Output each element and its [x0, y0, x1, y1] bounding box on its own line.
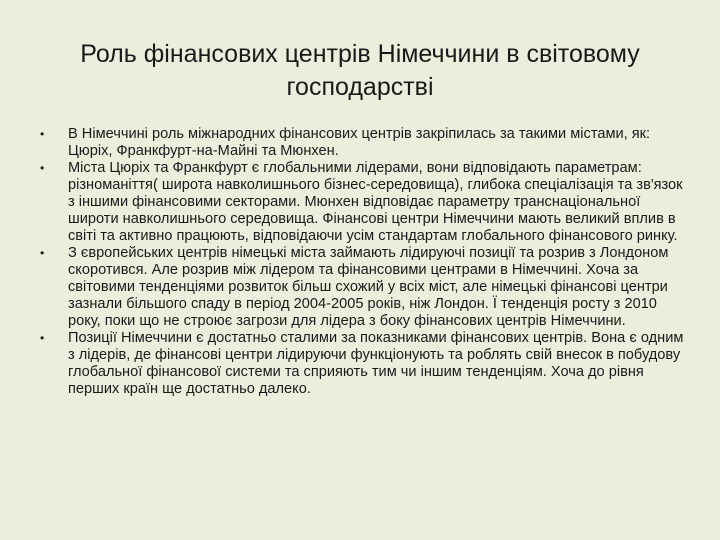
bullet-list — [40, 126, 690, 398]
bullet-marker: • — [40, 161, 45, 175]
bullet-item — [40, 126, 690, 160]
bullet-item — [40, 245, 690, 330]
bullet-text: З європейських центрів німецькі міста займають лідируючі позиції та розрив з Лондоном скоротився. Але розрив між лідером та фінансовими центрами в Німеччині. Хоча за світовими тенденціями розвиток більш схожий у всіх міст, але німецькі фінансові центри зазнали більшого спаду в період 2004-2005 років, ніж Лондон. Ї тенденція росту з 2010 року, поки що не строює загрози для лідера з боку фінансових центрів Німеччини. — [68, 245, 669, 329]
bullet-marker: • — [40, 331, 45, 345]
bullet-item — [40, 160, 690, 245]
bullet-marker: • — [40, 127, 45, 141]
bullet-text: Позиції Німеччини є достатньо сталими за показниками фінансових центрів. Вона є одним з лідерів, де фінансові центри лідируючи функціонують та роблять свій внесок в побудову глобальної фінансової системи та сприяють тим чи іншим тенденціям. Хоча до рівня перших країн ще достатньо далеко. — [68, 330, 684, 397]
bullet-text: Міста Цюріх та Франкфурт є глобальними лідерами, вони відповідають параметрам: різноманіття( широта навколишнього бізнес-середовища), глибока спеціалізація та зв'язок з іншими фінансовими секторами. Мюнхен відповідає параметру транснаціональної широти навколишнього середовища. Фінансові центри Німеччини мають великий вплив в світі та активно працюють, відповідаючи усім стандартам глобального фінансового ринку. — [68, 160, 683, 244]
slide-title: Роль фінансових центрів Німеччини в світовому господарстві — [80, 40, 640, 101]
bullet-text: В Німеччині роль міжнародних фінансових центрів закріпилась за такими містами, як: Цюріх, Франкфурт-на-Майні та Мюнхен. — [68, 126, 651, 159]
bullet-item — [40, 330, 690, 398]
bullet-marker: • — [40, 246, 45, 260]
